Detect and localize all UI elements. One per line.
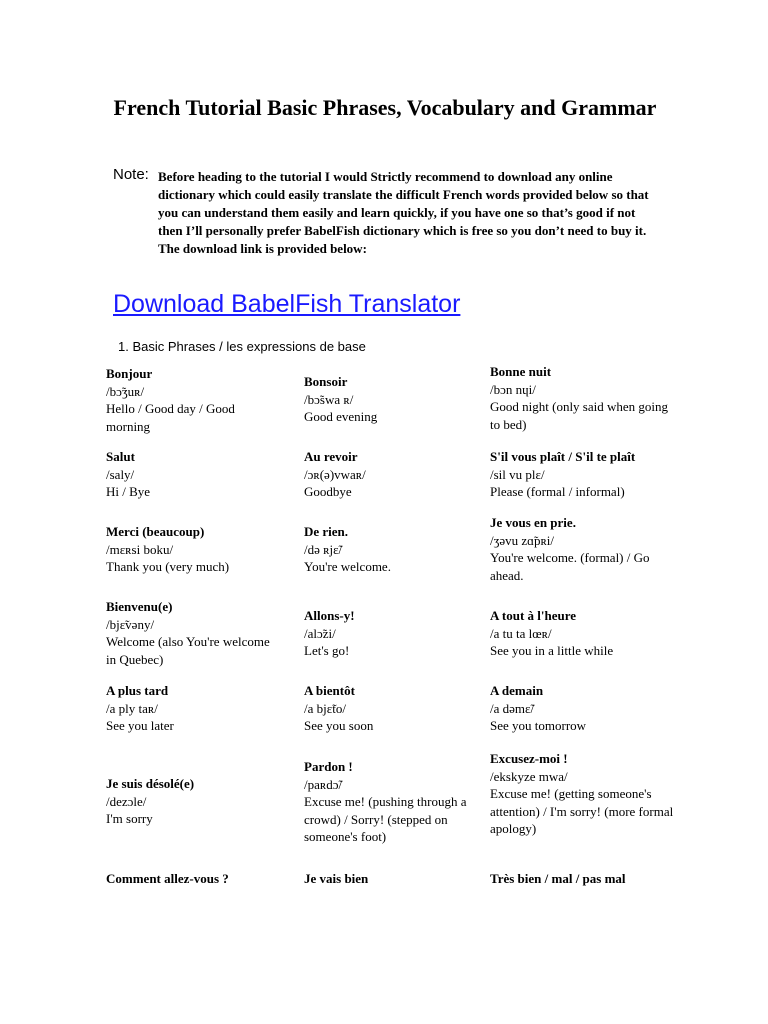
phrase-pronunciation: /mɛʀsi boku/ (106, 541, 174, 557)
phrase-title: Merci (beaucoup) (106, 524, 205, 539)
phrase-translation: See you soon (304, 718, 374, 733)
phrase-cell (490, 607, 675, 660)
phrase-translation: Please (formal / informal) (490, 484, 625, 499)
phrase-title: Allons-y! (304, 608, 355, 623)
phrase-cell (490, 750, 675, 838)
phrase-title: Je vous en prie. (490, 515, 576, 530)
phrase-cell (106, 598, 281, 668)
download-babelfish-link[interactable]: Download BabelFish Translator (113, 290, 461, 318)
phrase-cell (490, 870, 675, 888)
phrase-cell (106, 682, 281, 735)
phrase-translation: Thank you (very much) (106, 559, 230, 574)
phrase-translation: You're welcome. (304, 559, 391, 574)
phrase-translation: See you tomorrow (490, 718, 587, 733)
phrase-title: Bonne nuit (490, 364, 552, 379)
phrase-cell (304, 373, 479, 426)
phrase-cell (106, 448, 281, 501)
phrase-cell (490, 363, 675, 433)
phrase-translation: Hi / Bye (106, 484, 151, 499)
phrase-pronunciation: /saly/ (106, 466, 135, 482)
phrase-translation: Good evening (304, 409, 378, 424)
note-label: Note: (113, 166, 149, 183)
phrase-cell (304, 607, 479, 660)
phrase-cell (304, 523, 479, 576)
phrase-title: Bonjour (106, 366, 153, 381)
phrase-translation: Excuse me! (getting someone's attention) / I'm sorry! (more formal apology) (490, 786, 674, 836)
phrase-pronunciation: /alɔ̃zi/ (304, 625, 336, 641)
phrase-title: De rien. (304, 524, 349, 539)
phrase-title: A tout à l'heure (490, 608, 577, 623)
phrase-cell (106, 775, 281, 828)
phrase-title: Comment allez-vous ? (106, 871, 229, 886)
phrase-pronunciation: /bjɛ̃vəny/ (106, 616, 155, 632)
phrase-translation: Good night (only said when going to bed) (490, 399, 669, 432)
phrase-title: Je vais bien (304, 871, 369, 886)
phrase-title: Je suis désolé(e) (106, 776, 195, 791)
note-text: Before heading to the tutorial I would Strictly recommend to download any online dictionary which could easily translate the difficult French words provided below so that you can understand them easily and learn quickly, if you have one so that’s good if not then I’ll personally prefer BabelFish dictionary which is free so you don’t need to buy it. The download link is provided below: (158, 169, 649, 256)
phrase-cell (304, 448, 479, 501)
phrase-translation: Let's go! (304, 643, 350, 658)
phrase-pronunciation: /ekskyze mwa/ (490, 768, 568, 784)
phrase-cell (106, 870, 281, 888)
phrase-pronunciation: /bɔ̃swa ʀ/ (304, 391, 354, 407)
phrase-title: Salut (106, 449, 135, 464)
phrase-cell (490, 514, 675, 584)
phrase-pronunciation: /ɔʀ(ə)vwaʀ/ (304, 466, 366, 482)
phrase-cell (106, 523, 281, 576)
phrase-cell (304, 758, 479, 846)
phrase-title: Bonsoir (304, 374, 348, 389)
phrase-cell (304, 682, 479, 735)
phrase-cell (490, 448, 675, 501)
phrase-pronunciation: /paʀdɔ̃/ (304, 776, 343, 792)
phrase-title: Excusez-moi ! (490, 751, 568, 766)
phrase-title: Au revoir (304, 449, 358, 464)
phrase-pronunciation: /də ʀjɛ̃/ (304, 541, 343, 557)
phrase-translation: Welcome (also You're welcome in Quebec) (106, 634, 270, 667)
phrase-pronunciation: /a tu ta lœʀ/ (490, 625, 552, 641)
phrase-pronunciation: /ʒəvu zɑ̃pʀi/ (490, 532, 555, 548)
phrase-cell (304, 870, 479, 888)
phrase-cell (106, 365, 281, 435)
phrase-title: Bienvenu(e) (106, 599, 173, 614)
phrase-pronunciation: /a dəmɛ̃/ (490, 700, 535, 716)
phrase-cell (490, 682, 675, 735)
phrase-pronunciation: /bɔn nɥi/ (490, 381, 536, 397)
phrase-title: A plus tard (106, 683, 169, 698)
phrase-title: A bientôt (304, 683, 355, 698)
phrase-translation: You're welcome. (formal) / Go ahead. (490, 550, 650, 583)
phrase-title: Pardon ! (304, 759, 353, 774)
phrase-pronunciation: /bɔ̃ʒuʀ/ (106, 383, 145, 399)
phrase-translation: Excuse me! (pushing through a crowd) / Sorry! (stepped on someone's foot) (304, 794, 467, 844)
phrase-translation: I'm sorry (106, 811, 153, 826)
phrase-translation: See you later (106, 718, 174, 733)
phrase-pronunciation: /sil vu plɛ/ (490, 466, 545, 482)
phrase-title: A demain (490, 683, 544, 698)
document-title: French Tutorial Basic Phrases, Vocabulary and Grammar (113, 95, 657, 120)
phrase-pronunciation: /dezɔle/ (106, 793, 147, 809)
section-heading: 1. Basic Phrases / les expressions de base (118, 339, 366, 354)
phrase-pronunciation: /a ply taʀ/ (106, 700, 158, 716)
phrase-pronunciation: /a bjɛ̃to/ (304, 700, 346, 716)
phrase-translation: See you in a little while (490, 643, 614, 658)
phrase-title: S'il vous plaît / S'il te plaît (490, 449, 636, 464)
phrase-title: Très bien / mal / pas mal (490, 871, 626, 886)
phrase-translation: Goodbye (304, 484, 352, 499)
phrase-translation: Hello / Good day / Good morning (106, 401, 235, 434)
